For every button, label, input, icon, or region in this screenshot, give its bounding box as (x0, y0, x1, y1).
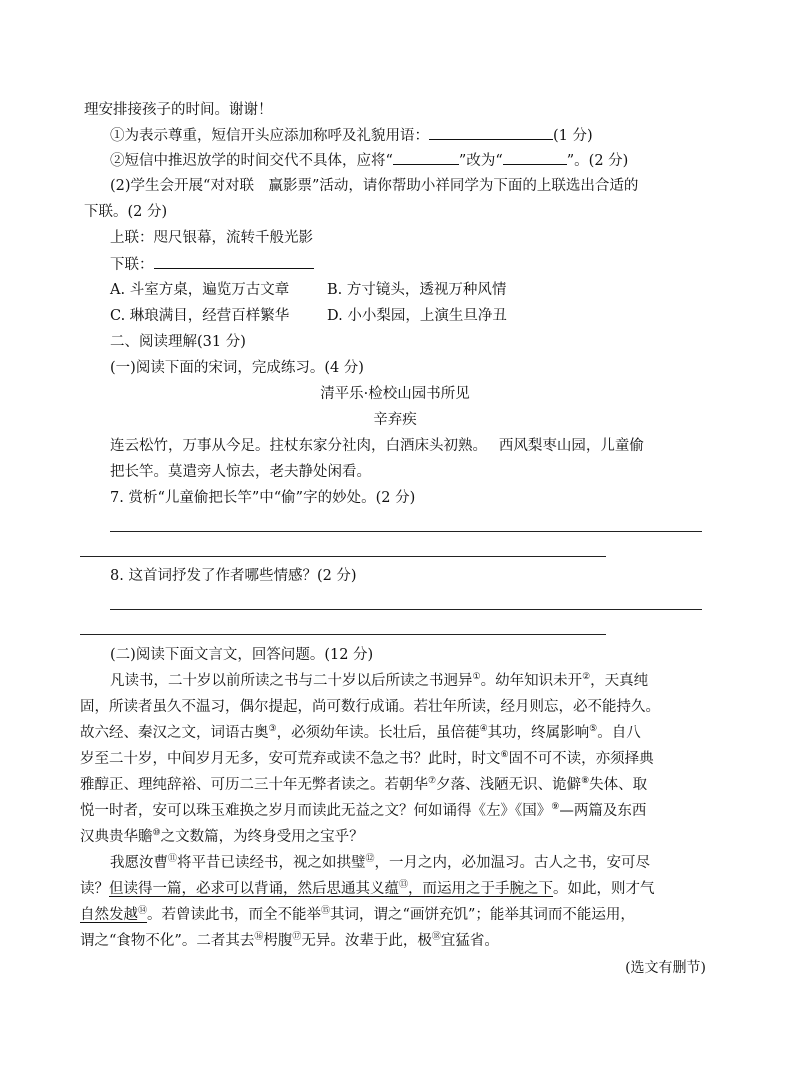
passage-line (80, 749, 654, 769)
footnote-marker: ⑦ (428, 776, 437, 787)
passage-line (80, 775, 647, 795)
footnote-marker: ⑰ (292, 932, 302, 943)
answer-blank[interactable] (154, 254, 314, 269)
passage-text: 无异。汝辈于此，极 (301, 933, 432, 949)
answer-blank[interactable] (503, 150, 567, 165)
passage-text: 凡读书，二十岁以前所读之书与二十岁以后所读之书迥异 (110, 673, 473, 689)
passage-line (80, 879, 655, 899)
couplet-lower (110, 254, 314, 275)
footnote-marker: ⑤ (589, 724, 598, 735)
poem-line: 连云松竹，万事从今足。拄杖东家分社肉，白酒床头初熟。 西风梨枣山园，儿童偷 (110, 438, 644, 454)
couplet-upper: 上联：咫尺银幕，流转千般光影 (110, 230, 313, 246)
option-a[interactable]: A. 斗室方桌，遍览万古文章 (110, 282, 290, 298)
letter-tail: 理安排接孩子的时间。谢谢！ (84, 102, 273, 118)
passage-text: 固，所读者虽久不温习，偶尔提起，尚可数行成诵。若壮年所读，经月则忘，必不能持久。 (80, 699, 660, 715)
question-6-1 (110, 125, 593, 146)
footnote-marker: ⑭ (138, 906, 148, 917)
question-7: 7. 赏析“儿童偷把长竿”中“偷”字的妙处。(2 分) (110, 490, 416, 506)
passage-text: ，一月之内，必加温习。古人之书，安可尽 (374, 855, 651, 871)
answer-blank[interactable] (393, 150, 459, 165)
question-6-1-score: (1 分) (553, 128, 593, 144)
passage-text: 岁至二十岁，中间岁月无多，安可荒弃或读不急之书？此时，时文 (80, 751, 501, 767)
question-6-2-text-a: ②短信中推迟放学的时间交代不具体，应将“ (110, 153, 393, 169)
option-b[interactable]: B. 方寸镜头，透视万种风情 (327, 282, 507, 298)
passage-text: 失体、取 (589, 777, 648, 793)
passage-text: 故六经、秦汉之文，词语古奥 (80, 725, 269, 741)
underlined-sentence (80, 907, 147, 923)
passage-text: 。若曾读此书，而全不能举 (147, 907, 322, 923)
couplet-lower-label: 下联： (110, 257, 154, 273)
footnote-marker: ⑧ (581, 776, 590, 787)
passage-text: 枵腹 (263, 933, 293, 949)
part2-heading: (二)阅读下面文言文，回答问题。(12 分) (110, 647, 374, 663)
passage-text: 固不可不读，亦须择典 (508, 751, 654, 767)
passage-text: 但读得一篇，必求可以背诵，然后思通其义蕴 (109, 881, 399, 897)
passage-text: 之文数篇，为终身受用之宝乎？ (160, 829, 364, 845)
footnote-marker: ⑯ (254, 932, 264, 943)
footnote-marker: ⑫ (365, 854, 375, 865)
passage-text: 宜猛省。 (440, 933, 499, 949)
poem-title: 清平乐·检校山园书所见 (320, 386, 470, 402)
couplet-intro-cont: 下联。(2 分) (84, 204, 168, 220)
passage-text: 雅醇正、理纯辞裕、可历二三十年无弊者读之。若朝华 (80, 777, 428, 793)
passage-text: 。幼年知识未开 (480, 673, 583, 689)
passage-text: 自然发越 (80, 907, 138, 923)
question-8: 8. 这首词抒发了作者哪些情感？(2 分) (110, 568, 357, 584)
passage-line (110, 853, 650, 873)
question-6-2-text-b: ”改为“ (458, 153, 503, 169)
answer-line[interactable] (80, 634, 606, 635)
question-6-2 (110, 150, 628, 171)
couplet-intro: (2)学生会开展“对对联 赢影票”活动，请你帮助小祥同学为下面的上联选出合适的 (110, 178, 639, 194)
footnote-marker: ① (472, 672, 481, 683)
passage-line (80, 801, 646, 821)
source-note: (选文有删节) (625, 960, 706, 976)
passage-text: 。自八 (597, 725, 641, 741)
part1-heading: (一)阅读下面的宋词，完成练习。(4 分) (110, 360, 364, 376)
passage-line (80, 827, 364, 847)
passage-text: 夕落、浅陋无识、诡僻 (436, 777, 582, 793)
footnote-marker: ⑱ (431, 932, 441, 943)
passage-text: 读？ (80, 881, 109, 897)
passage-line (80, 905, 635, 925)
answer-line[interactable] (110, 609, 702, 610)
footnote-marker: ④ (479, 724, 488, 735)
passage-line (80, 697, 660, 717)
passage-text: 汉典贵华贍 (80, 829, 153, 845)
passage-text: 其功，终属影响 (487, 725, 590, 741)
question-6-1-text: ①为表示尊重，短信开头应添加称呼及礼貌用语： (110, 128, 429, 144)
footnote-marker: ⑬ (399, 880, 409, 891)
passage-text: ，天真纯 (590, 673, 649, 689)
passage-text: ，而运用之于手腕之下 (408, 881, 554, 897)
passage-text: 其词，谓之“画饼充饥”；能举其词而不能运用， (330, 907, 635, 923)
question-6-2-text-c: ”。(2 分) (566, 153, 629, 169)
option-d[interactable]: D. 小小梨园，上演生旦净丑 (327, 308, 507, 324)
footnote-marker: ③ (268, 724, 277, 735)
passage-line (110, 671, 648, 691)
passage-line (80, 723, 641, 743)
passage-text: 我愿汝曹 (110, 855, 168, 871)
answer-line[interactable] (110, 531, 702, 532)
passage-text: ，必须幼年读。长壮后，虽倍蓰 (276, 725, 480, 741)
footnote-marker: ⑮ (321, 906, 331, 917)
poem-author: 辛弃疾 (373, 412, 417, 428)
answer-blank[interactable] (429, 125, 553, 140)
footnote-marker: ⑥ (500, 750, 509, 761)
underlined-sentence (109, 881, 553, 897)
passage-text: 谓之“食物不化”。二者其去 (80, 933, 255, 949)
passage-text: 。如此，则才气 (553, 881, 655, 897)
footnote-marker: ⑨ (551, 802, 560, 813)
passage-text: 悦一时者，安可以珠玉难换之岁月而读此无益之文？何如诵得《左》《国》 (80, 803, 552, 819)
section-title: 二、阅读理解(31 分) (110, 334, 246, 350)
footnote-marker: ⑩ (152, 828, 161, 839)
poem-line: 把长竿。莫遣旁人惊去，老夫静处闲看。 (110, 464, 371, 480)
passage-text: —两篇及东西 (559, 803, 647, 819)
option-c[interactable]: C. 琳琅满目，经营百样繁华 (110, 308, 290, 324)
passage-text: 将平昔已读经书，视之如拱璧 (177, 855, 366, 871)
passage-line (80, 931, 499, 951)
footnote-marker: ⑪ (168, 854, 178, 865)
footnote-marker: ② (582, 672, 591, 683)
answer-line[interactable] (80, 556, 606, 557)
